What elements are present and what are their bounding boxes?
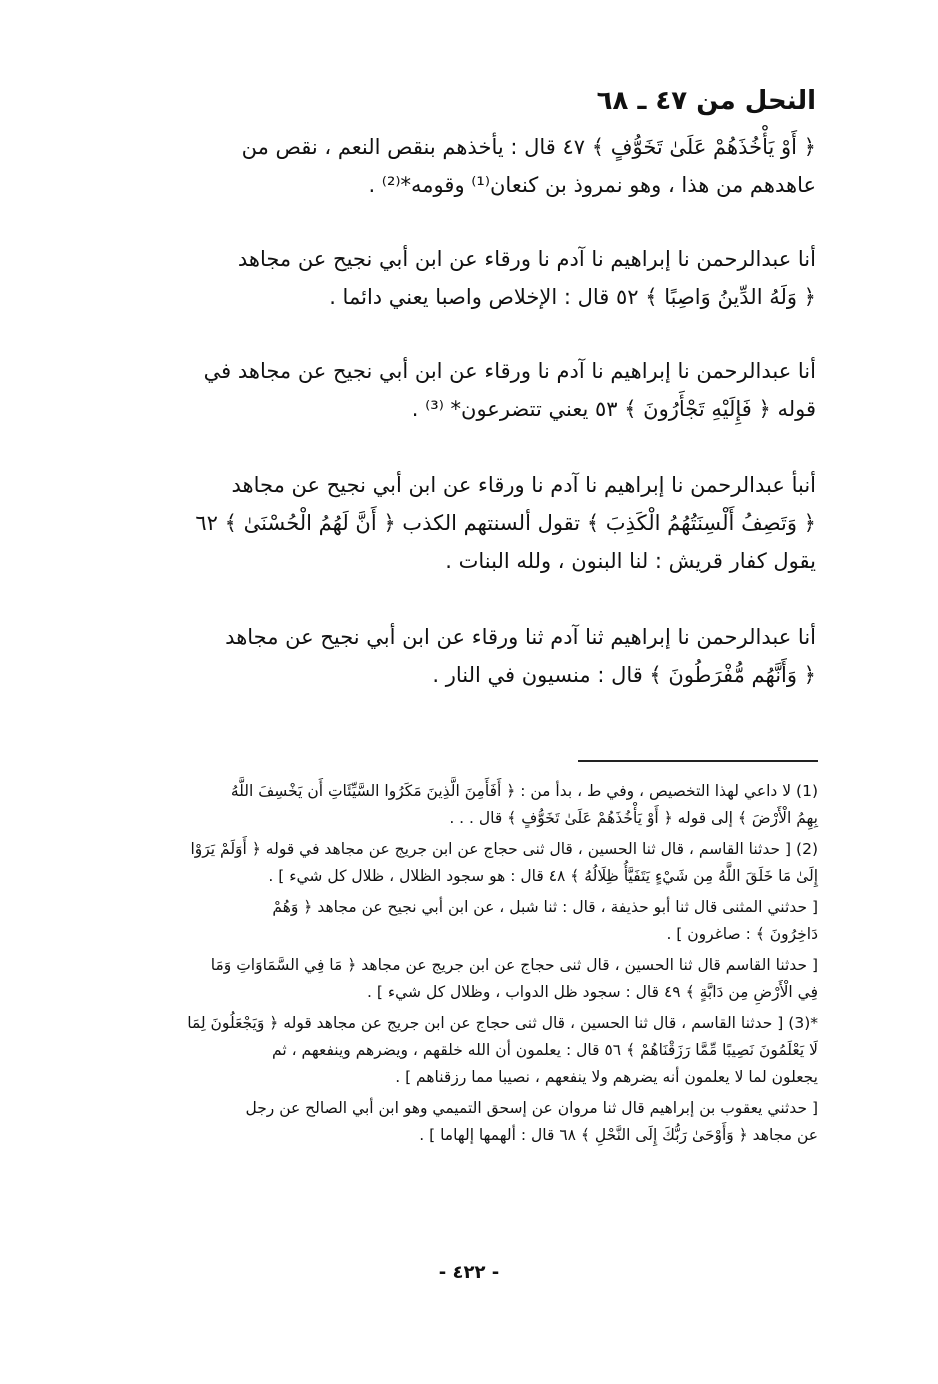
footnote-2 xyxy=(116,836,818,890)
paragraph-line: عاهدهم من هذا ، وهو نمروذ بن كنعان⁽¹⁾ وقومه*⁽²⁾ . xyxy=(368,173,816,197)
footnote-line: لَا يَعْلَمُونَ نَصِيبًا مِّمَّا رَزَقْنَاهُمْ ﴾ ٥٦ قال : يعلمون أن الله خلقهم ، ويضرهم وينفعهم ، ثم xyxy=(272,1041,818,1059)
footnotes xyxy=(116,778,818,1153)
footnote-2-continued xyxy=(116,894,818,948)
footnote-line: [ حدثني المثنى قال ثنا أبو حذيفة ، قال : ثنا شبل ، عن ابن أبي نجيح عن مجاهد ﴿ وَهُمْ xyxy=(272,898,818,916)
paragraph-4 xyxy=(116,466,816,580)
footnote-1 xyxy=(116,778,818,832)
paragraph-3 xyxy=(116,352,816,428)
paragraph-line: يقول كفار قريش : لنا البنون ، ولله البنات . xyxy=(445,549,816,573)
paragraph-line: ﴿ وَتَصِفُ أَلْسِنَتُهُمُ الْكَذِبَ ﴾ تقول ألسنتهم الكذب ﴿ أَنَّ لَهُمُ الْحُسْنَىٰ ﴾ ٦٢ xyxy=(195,511,816,535)
footnote-line: فِي الْأَرْضِ مِن دَابَّةٍ ﴾ ٤٩ قال : سجود ظل الدواب ، وظلال كل شيء ] . xyxy=(367,983,818,1001)
footnote-line: يجعلون لما لا يعلمون أنه يضرهم ولا ينفعهم ، نصيبا مما رزقناهم ] . xyxy=(395,1068,818,1086)
footnote-line: بِهِمُ الْأَرْضَ ﴾ إلى قوله ﴿ أَوْ يَأْخُذَهُمْ عَلَىٰ تَخَوُّفٍ ﴾ قال . . . xyxy=(449,809,818,827)
footnote-separator xyxy=(578,760,818,762)
paragraph-line: أنا عبدالرحمن نا إبراهيم ثنا آدم ثنا ورقاء عن ابن أبي نجيح عن مجاهد xyxy=(225,625,816,649)
paragraph-line: أنا عبدالرحمن نا إبراهيم نا آدم نا ورقاء عن ابن أبي نجيح عن مجاهد xyxy=(237,247,816,271)
page-number: - ٤٢٢ - xyxy=(438,1262,500,1283)
paragraph-1 xyxy=(116,128,816,204)
footnote-3 xyxy=(116,1010,818,1091)
footnote-line: إِلَىٰ مَا خَلَقَ اللَّهُ مِن شَيْءٍ يَتَفَيَّأُ ظِلَالُهُ ﴾ ٤٨ قال : هو سجود الظلال ، ظلال كل شيء ] . xyxy=(268,867,818,885)
footnote-line: عن مجاهد ﴿ وَأَوْحَىٰ رَبُّكَ إِلَى النَّحْلِ ﴾ ٦٨ قال : ألهمها إلهاما ] . xyxy=(419,1126,818,1144)
footnote-line: [ حدثنا القاسم قال ثنا الحسين ، قال ثنى حجاج عن ابن جريج عن مجاهد ﴿ مَا فِي السَّمَاوَاتِ وَمَا xyxy=(210,956,818,974)
paragraph-5 xyxy=(116,618,816,694)
paragraph-line: قوله ﴿ فَإِلَيْهِ تَجْأَرُونَ ﴾ ٥٣ يعني تتضرعون* ⁽³⁾ . xyxy=(411,397,816,421)
paragraph-line: ﴿ وَلَهُ الدِّينُ وَاصِبًا ﴾ ٥٢ قال : الإخلاص واصبا يعني دائما . xyxy=(329,285,816,309)
page-title: النحل من ٤٧ ـ ٦٨ xyxy=(596,86,816,116)
paragraph-line: أنبأ عبدالرحمن نا إبراهيم نا آدم نا ورقاء عن ابن أبي نجيح عن مجاهد xyxy=(231,473,816,497)
paragraph-line: ﴿ أَوْ يَأْخُذَهُمْ عَلَىٰ تَخَوُّفٍ ﴾ ٤٧ قال : يأخذهم بنقص النعم ، نقص من xyxy=(241,135,816,159)
footnote-line: (2) [ حدثنا القاسم ، قال ثنا الحسين ، قال ثنى حجاج عن ابن جريج عن مجاهد في قوله ﴿ أَوَلَمْ يَرَوْا xyxy=(190,840,818,858)
footnote-line: (1) لا داعي لهذا التخصيص ، وفي ط ، بدأ من : ﴿ أَفَأَمِنَ الَّذِينَ مَكَرُوا السَّيِّئَاتِ أَن يَخْسِفَ اللَّهُ xyxy=(230,782,818,800)
paragraph-line: أنا عبدالرحمن نا إبراهيم نا آدم نا ورقاء عن ابن أبي نجيح عن مجاهد في xyxy=(203,359,816,383)
footnote-2-continued xyxy=(116,952,818,1006)
paragraph-2 xyxy=(116,240,816,316)
footnote-line: دَاخِرُونَ ﴾ : صاغرون ] . xyxy=(666,925,818,943)
footnote-line: *(3) [ حدثنا القاسم ، قال ثنا الحسين ، قال ثنى حجاج عن ابن جريج عن مجاهد قوله ﴿ وَيَجْعَلُونَ لِمَا xyxy=(187,1014,818,1032)
footnote-line: [ حدثني يعقوب بن إبراهيم قال ثنا مروان عن إسحق التميمي وهو ابن أبي الصالح عن رجل xyxy=(245,1099,818,1117)
footnote-3-continued xyxy=(116,1095,818,1149)
paragraph-line: ﴿ وَأَنَّهُم مُّفْرَطُونَ ﴾ قال : منسيون في النار . xyxy=(432,663,816,687)
